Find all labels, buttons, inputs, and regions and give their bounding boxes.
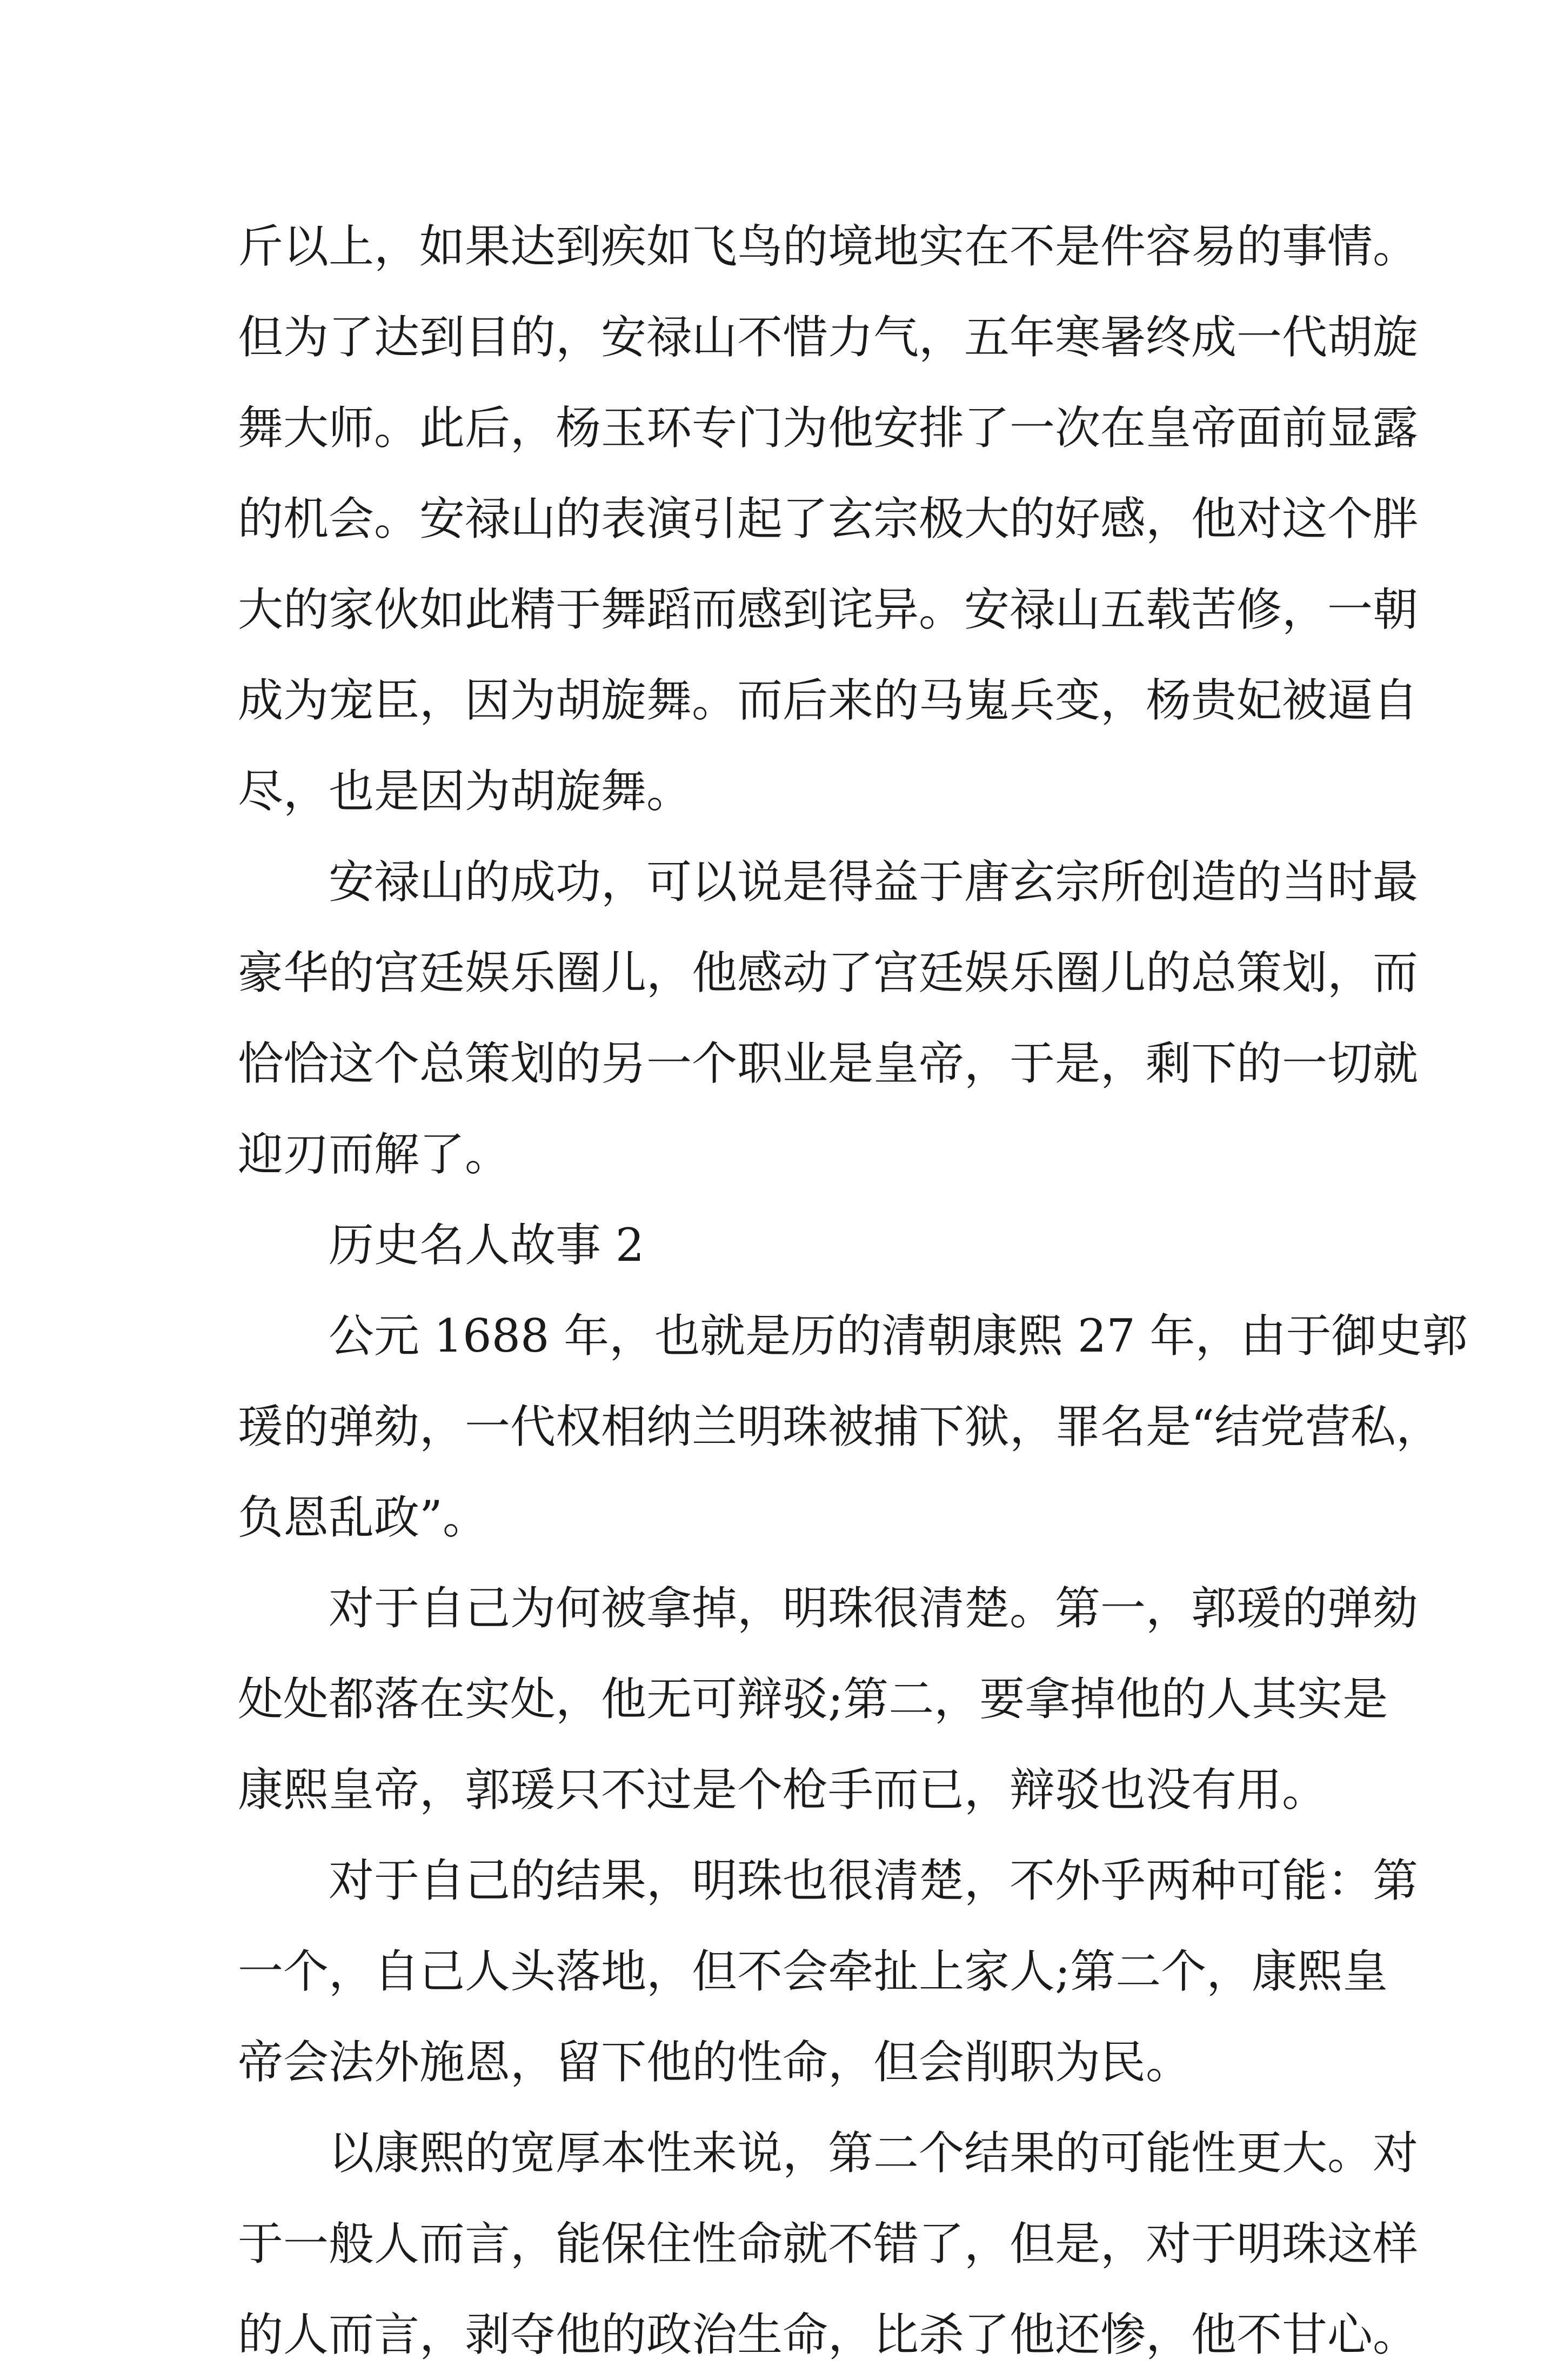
text-line: 的人而言，剥夺他的政治生命，比杀了他还惨，他不甘心。 xyxy=(238,2308,1419,2361)
text-line: 豪华的宫廷娱乐圈儿，他感动了宫廷娱乐圈儿的总策划，而 xyxy=(238,946,1419,999)
text-line: 瑗的弹劾，一代权相纳兰明珠被捕下狱，罪名是“结党营私， xyxy=(238,1400,1441,1453)
text-line: 的机会。安禄山的表演引起了玄宗极大的好感，他对这个胖 xyxy=(238,492,1419,545)
text-line: 但为了达到目的，安禄山不惜力气，五年寒暑终成一代胡旋 xyxy=(238,311,1419,364)
text-line: 尽，也是因为胡旋舞。 xyxy=(238,765,692,818)
text-line: 处处都落在实处，他无可辩驳;第二，要拿掉他的人其实是 xyxy=(238,1673,1388,1726)
text-line: 迎刃而解了。 xyxy=(238,1128,511,1181)
section-heading: 历史名人故事 2 xyxy=(329,1219,645,1272)
text-line: 以康熙的宽厚本性来说，第二个结果的可能性更大。对 xyxy=(329,2127,1419,2180)
body-text xyxy=(238,201,1468,2380)
text-line: 恰恰这个总策划的另一个职业是皇帝，于是，剩下的一切就 xyxy=(238,1037,1419,1090)
text-line: 大的家伙如此精于舞蹈而感到诧异。安禄山五载苦修，一朝 xyxy=(238,583,1419,636)
text-line: 对于自己为何被拿掉，明珠很清楚。第一，郭瑗的弹劾 xyxy=(329,1582,1419,1635)
text-line: 于一般人而言，能保住性命就不错了，但是，对于明珠这样 xyxy=(238,2217,1419,2270)
text-line: 一个，自己人头落地，但不会牵扯上家人;第二个，康熙皇 xyxy=(238,1945,1388,1998)
text-line: 舞大师。此后，杨玉环专门为他安排了一次在皇帝面前显露 xyxy=(238,402,1419,454)
text-line: 成为宠臣，因为胡旋舞。而后来的马嵬兵变，杨贵妃被逼自 xyxy=(238,674,1419,727)
text-line: 斤以上，如果达到疾如飞鸟的境地实在不是件容易的事情。 xyxy=(238,220,1419,273)
text-line: 负恩乱政”。 xyxy=(238,1491,488,1544)
text-line: 对于自己的结果，明珠也很清楚，不外乎两种可能：第 xyxy=(329,1854,1419,1907)
text-line: 公元 1688 年，也就是历的清朝康熙 27 年，由于御史郭 xyxy=(329,1309,1468,1362)
text-line: 康熙皇帝，郭瑗只不过是个枪手而已，辩驳也没有用。 xyxy=(238,1763,1328,1816)
text-line: 帝会法外施恩，留下他的性命，但会削职为民。 xyxy=(238,2036,1192,2089)
text-line: 安禄山的成功，可以说是得益于唐玄宗所创造的当时最 xyxy=(329,855,1419,908)
